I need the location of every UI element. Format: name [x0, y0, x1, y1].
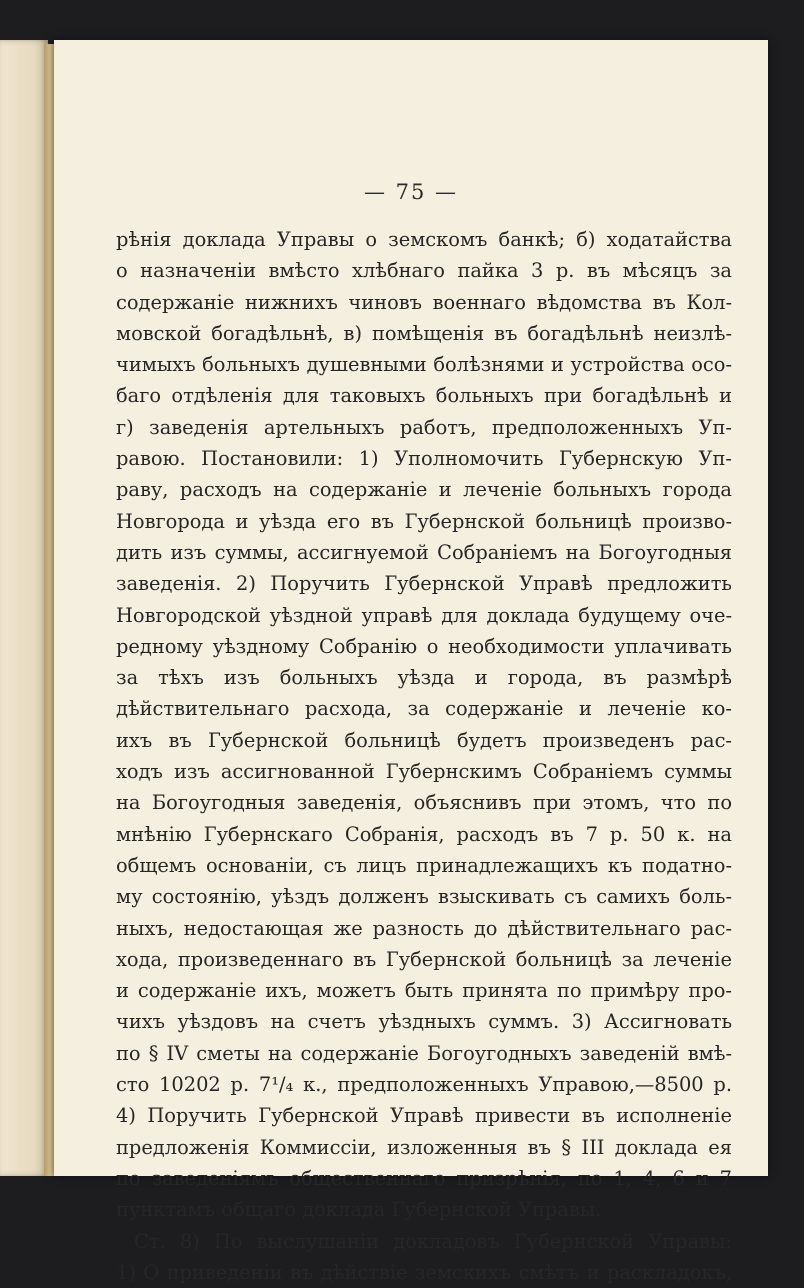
- paragraph-end-line: пунктамъ общаго доклада Губернской Управы.: [116, 1198, 602, 1222]
- text-line: заведенія. 2) Поручить Губернской Управѣ предложить: [116, 572, 732, 596]
- page-number: — 75 —: [363, 180, 459, 204]
- text-line: ходъ изъ ассигнованной Губернскимъ Собраніемъ суммы: [116, 760, 732, 784]
- body-text: [116, 224, 732, 1288]
- text-line: чимыхъ больныхъ душевными болѣзнями и устройства осо-: [116, 353, 732, 377]
- text-line: ныхъ, недостающая же разность до дѣйствительнаго рас-: [116, 916, 732, 940]
- text-line: о назначеніи вмѣсто хлѣбнаго пайка 3 р. въ мѣсяцъ за: [116, 259, 732, 283]
- text-line: общемъ основаніи, съ лицъ принадлежащихъ къ податно-: [116, 853, 732, 877]
- text-line: Ст. 8) По выслушаніи докладовъ Губернской Управы:: [134, 1229, 732, 1253]
- text-line: 1) О приведеніи въ дѣйствіе земскихъ смѣтъ и раскладокъ,: [116, 1260, 732, 1284]
- text-line: равою. Постановили: 1) Уполномочить Губернскую Уп-: [116, 447, 732, 471]
- text-line: баго отдѣленія для таковыхъ больныхъ при богадѣльнѣ и: [116, 384, 732, 408]
- text-line: Новгорода и уѣзда его въ Губернской больницѣ произво-: [116, 509, 732, 533]
- text-line: на Богоугодныя заведенія, объяснивъ при этомъ, что по: [116, 791, 732, 815]
- text-line: мнѣнію Губернскаго Собранія, расходъ въ 7 р. 50 к. на: [116, 822, 732, 846]
- text-line: дить изъ суммы, ассигнуемой Собраніемъ на Богоугодныя: [116, 540, 732, 564]
- text-line: по заведеніямъ общественнаго призрѣнія, по 1, 4, 6 и 7: [116, 1166, 732, 1190]
- text-line: рѣнія доклада Управы о земскомъ банкѣ; б) ходатайства: [116, 228, 732, 251]
- text-line: мовской богадѣльнѣ, в) помѣщенія въ богадѣльнѣ неизлѣ-: [116, 321, 732, 345]
- text-line: содержаніе нижнихъ чиновъ военнаго вѣдомства въ Кол-: [116, 290, 732, 314]
- text-line: 4) Поручить Губернской Управѣ привести въ исполненіе: [116, 1104, 732, 1128]
- text-line: сто 10202 р. 7¹/₄ к., предположенныхъ Управою,—8500 р.: [116, 1073, 732, 1097]
- text-line: по § IV сметы на содержаніе Богоугодныхъ заведеній вмѣ-: [116, 1041, 732, 1065]
- text-line: ихъ въ Губернской больницѣ будетъ произведенъ рас-: [116, 728, 732, 752]
- text-line: и содержаніе ихъ, можетъ быть принята по примѣру про-: [116, 979, 732, 1003]
- text-line: Новгородской уѣздной управѣ для доклада будущему оче-: [116, 603, 732, 627]
- text-line: чихъ уѣздовъ на счетъ уѣздныхъ суммъ. 3) Ассигновать: [116, 1010, 732, 1034]
- text-line: раву, расходъ на содержаніе и леченіе больныхъ города: [116, 478, 732, 502]
- text-line: му состоянію, уѣздъ долженъ взыскивать съ самихъ боль-: [116, 885, 732, 909]
- text-line: хода, произведеннаго въ Губернской больницѣ за леченіе: [116, 947, 732, 971]
- text-line: дѣйствительнаго расхода, за содержаніе и леченіе ко-: [116, 697, 732, 721]
- book-page: [54, 40, 768, 1284]
- text-line: за тѣхъ изъ больныхъ уѣзда и города, въ размѣрѣ: [116, 666, 732, 690]
- facing-page-edge: [0, 40, 48, 1176]
- text-line: редному уѣздному Собранію о необходимости уплачивать: [116, 634, 732, 658]
- text-line: предложенія Коммиссіи, изложенныя въ § III доклада ея: [116, 1135, 732, 1159]
- text-line: г) заведенія артельныхъ работъ, предположенныхъ Уп-: [116, 415, 732, 439]
